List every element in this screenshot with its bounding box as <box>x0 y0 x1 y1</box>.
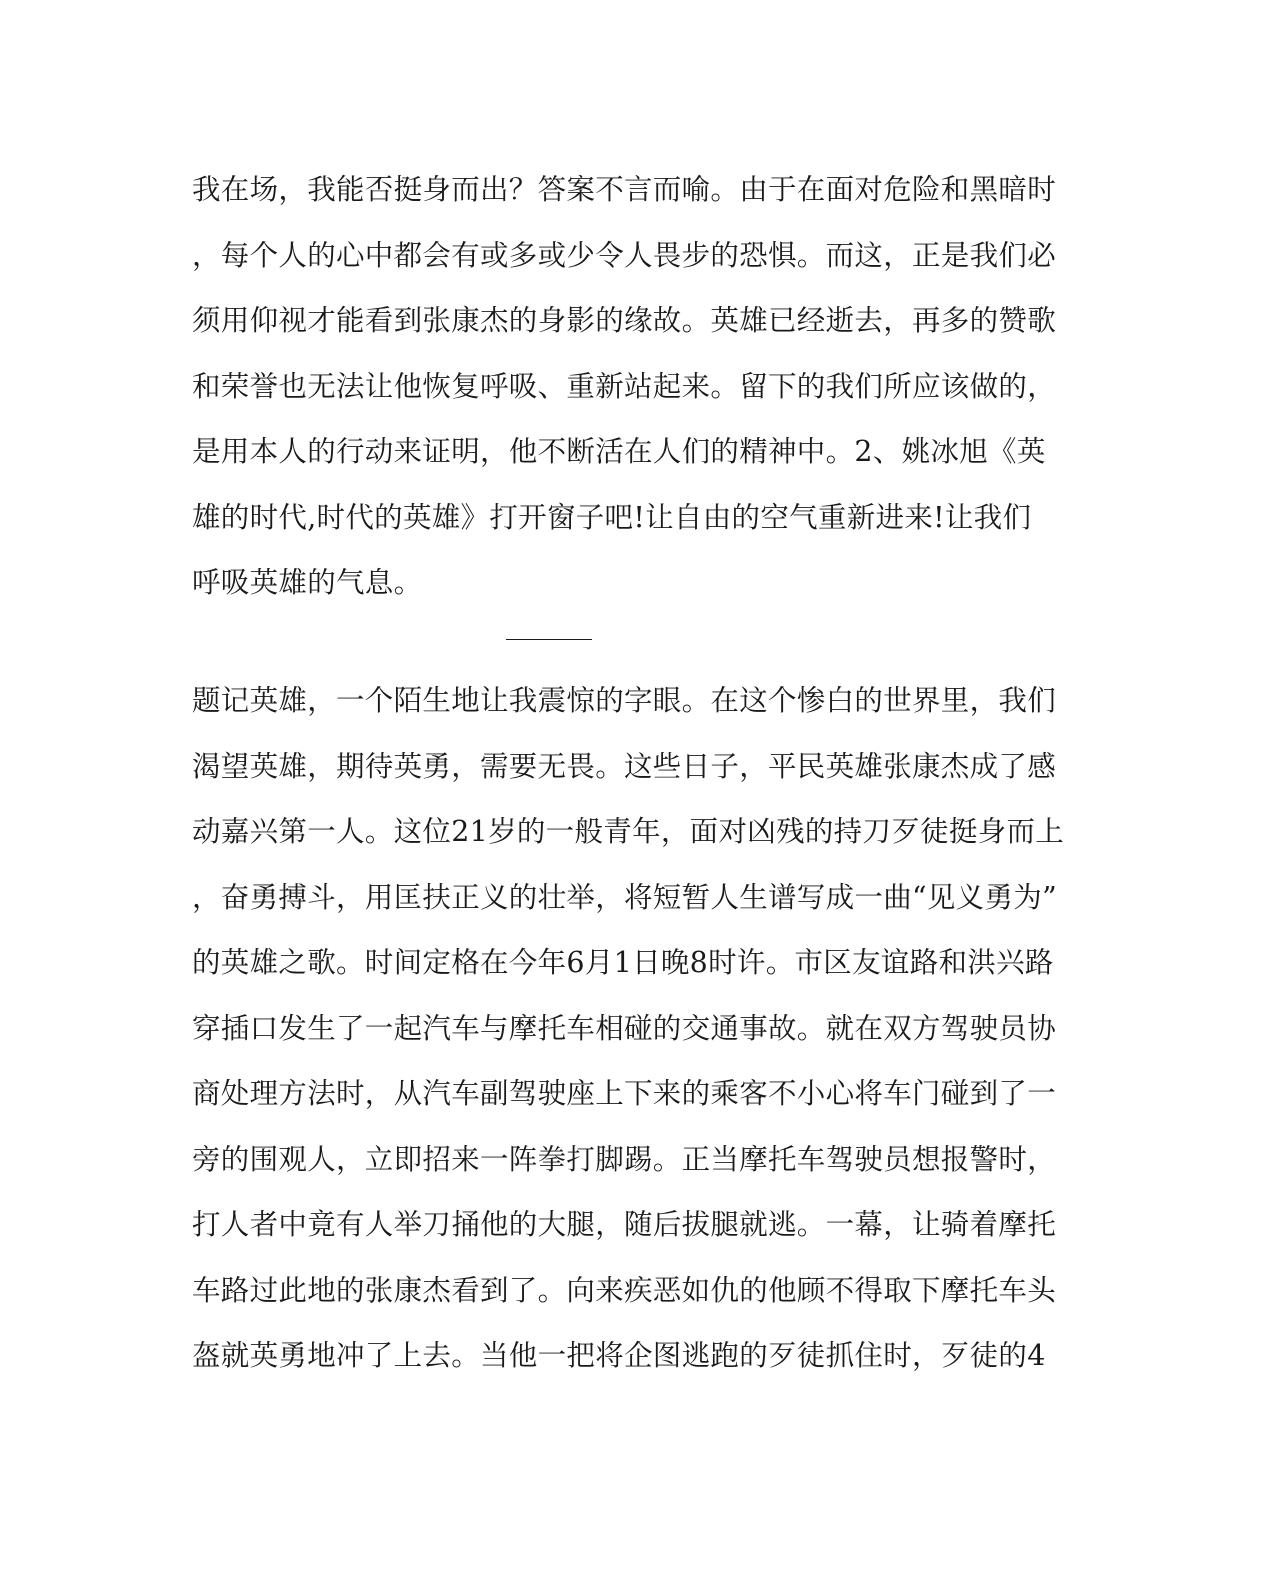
text-line: 呼吸英雄的气息。 <box>192 566 423 599</box>
text-line: ，每个人的心中都会有或多或少令人畏步的恐惧。而这，正是我们必 <box>192 238 1057 272</box>
text-line: 我在场，我能否挺身而出？答案不言而喻。由于在面对危险和黑暗时 <box>192 173 1057 206</box>
text-line: 是用本人的行动来证明，他不断活在人们的精神中。2、姚冰旭《英 <box>192 435 1046 468</box>
text-line: 的英雄之歌。时间定格在今年6月1日晚8时许。市区友谊路和洪兴路 <box>192 946 1054 979</box>
text-line: 盔就英勇地冲了上去。当他一把将企图逃跑的歹徒抓住时，歹徒的4 <box>192 1339 1046 1372</box>
text-line: 须用仰视才能看到张康杰的身影的缘故。英雄已经逝去，再多的赞歌 <box>192 304 1057 337</box>
text-line: 动嘉兴第一人。这位21岁的一般青年，面对凶残的持刀歹徒挺身而上 <box>192 815 1065 848</box>
text-line: 商处理方法时，从汽车副驾驶座上下来的乘客不小心将车门碰到了一 <box>192 1077 1057 1110</box>
text-line: 穿插口发生了一起汽车与摩托车相碰的交通事故。就在双方驾驶员协 <box>192 1011 1057 1045</box>
text-line: 车路过此地的张康杰看到了。向来疾恶如仇的他顾不得取下摩托车头 <box>192 1273 1057 1307</box>
text-line: 打人者中竟有人举刀捅他的大腿，随后拔腿就逃。一幕，让骑着摩托 <box>192 1208 1057 1241</box>
text-line: 渴望英雄，期待英勇，需要无畏。这些日子，平民英雄张康杰成了感 <box>192 749 1057 783</box>
text-line: 旁的围观人，立即招来一阵拳打脚踢。正当摩托车驾驶员想报警时， <box>192 1142 1057 1176</box>
text-line: 题记英雄，一个陌生地让我震惊的字眼。在这个惨白的世界里，我们 <box>192 684 1057 717</box>
text-line: 雄的时代,时代的英雄》打开窗子吧!让自由的空气重新进来!让我们 <box>192 500 1032 534</box>
paragraph-2 <box>192 668 1065 1389</box>
text-line: 和荣誉也无法让他恢复呼吸、重新站起来。留下的我们所应该做的， <box>192 369 1057 403</box>
section-divider <box>506 639 592 640</box>
paragraph-1 <box>192 157 1062 616</box>
text-line: ，奋勇搏斗，用匡扶正义的壮举，将短暂人生谱写成一曲“见义勇为” <box>192 880 1057 914</box>
